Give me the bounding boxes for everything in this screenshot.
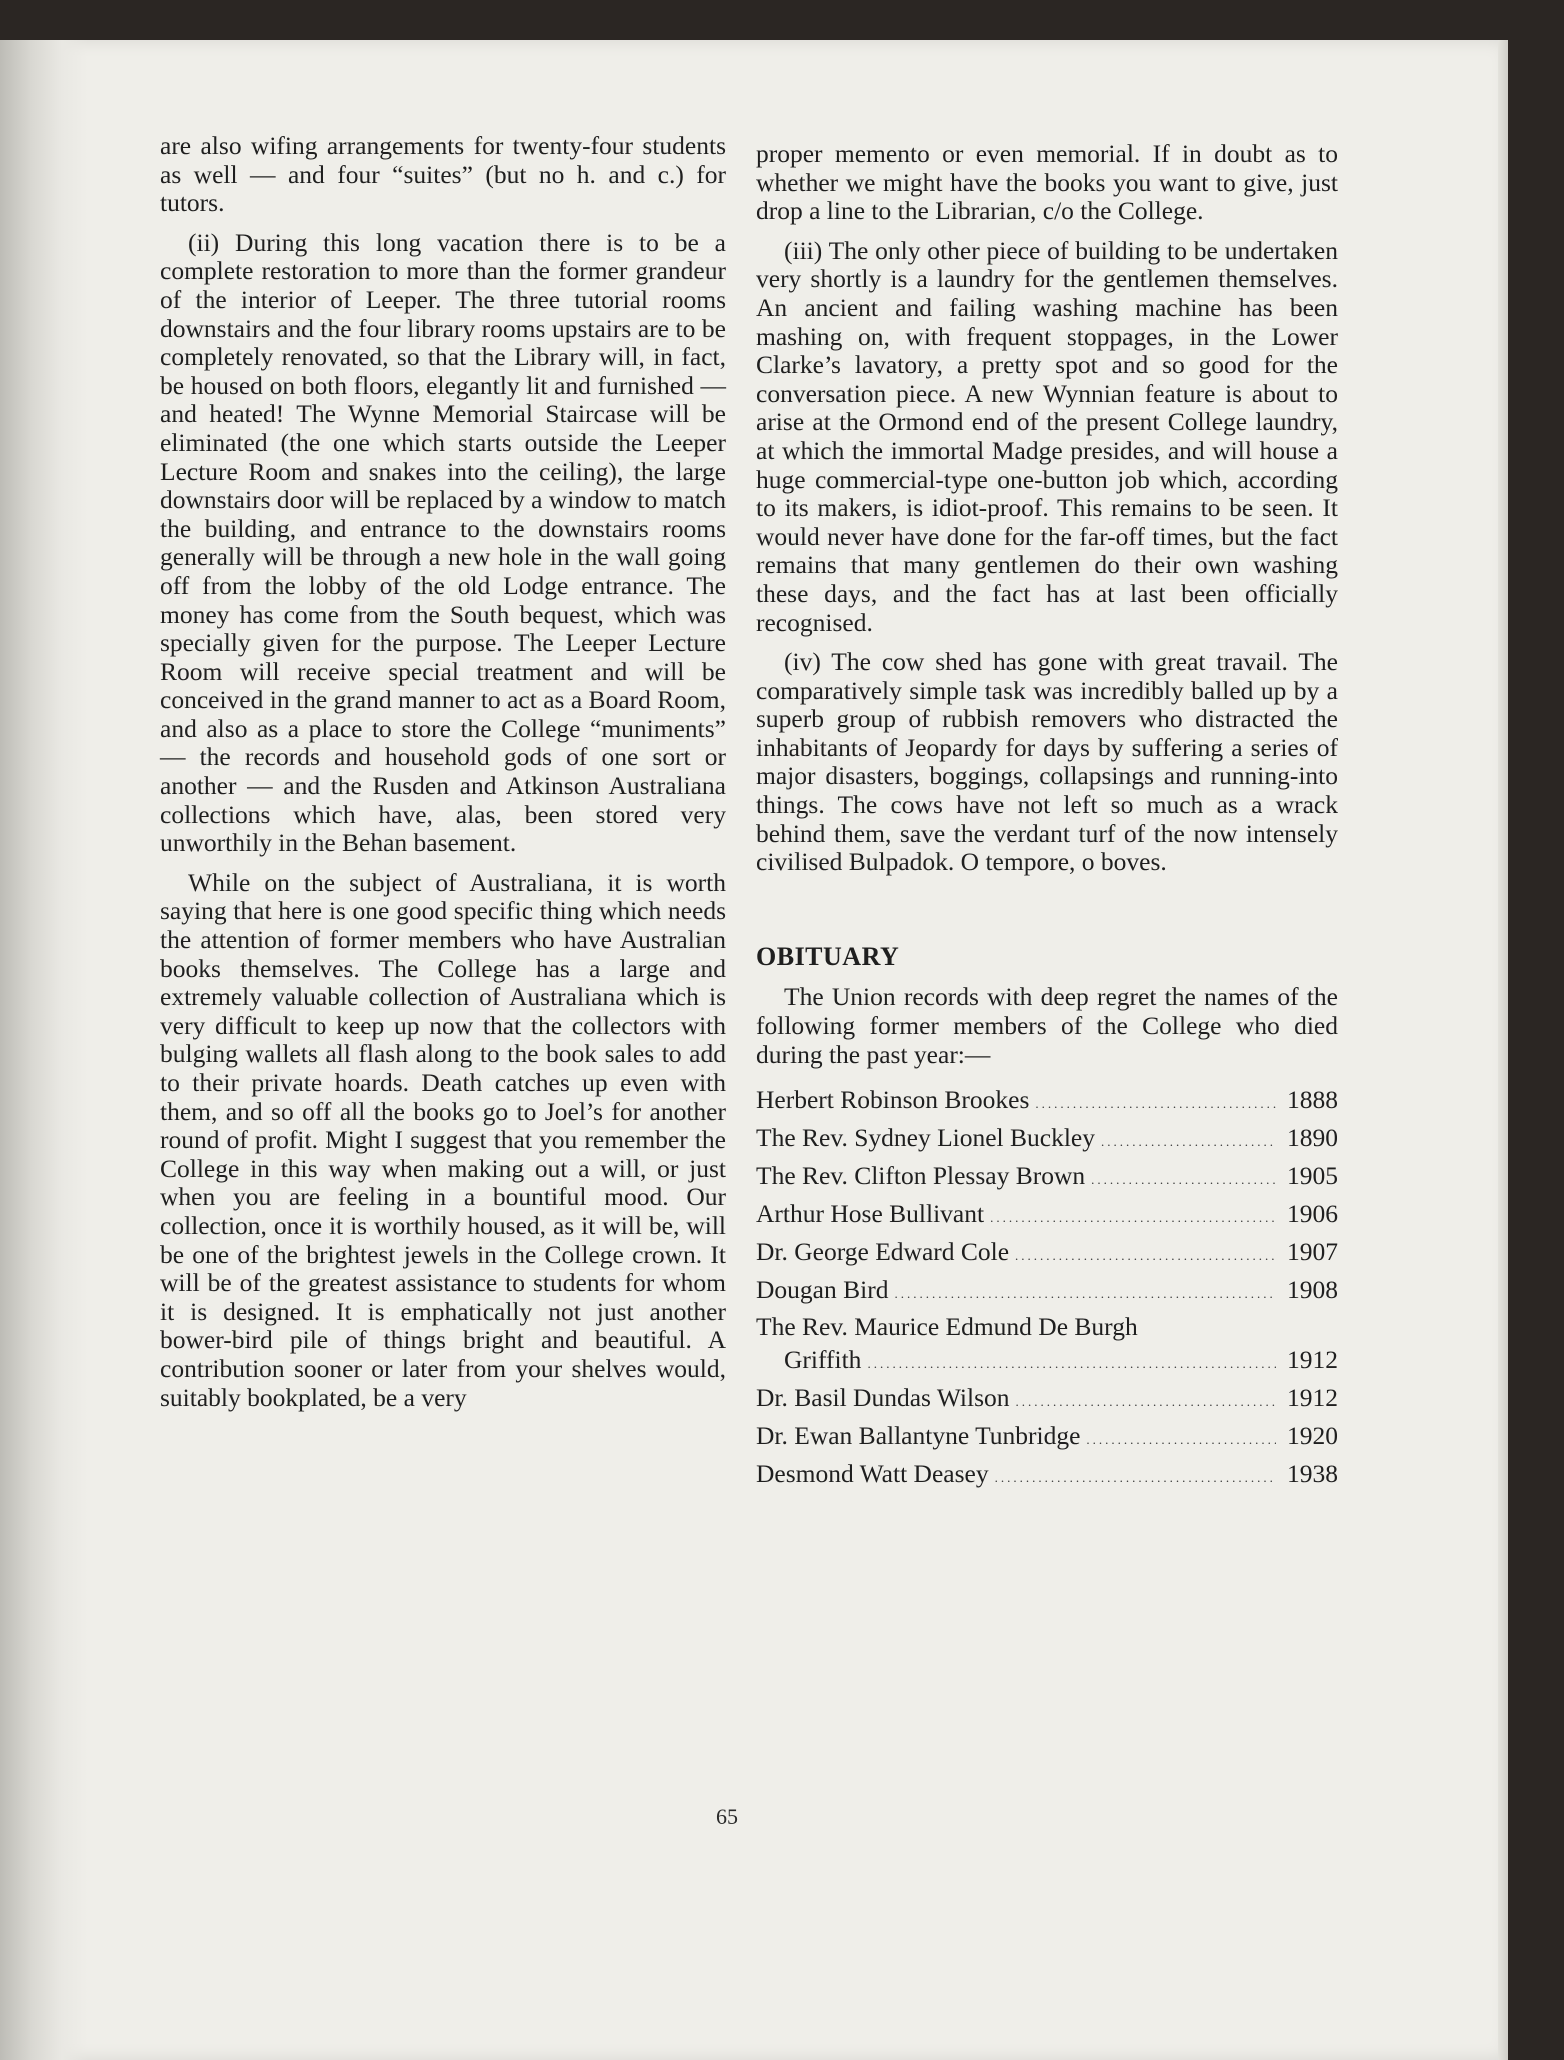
paragraph: (iv) The cow shed has gone with great travail. The comparatively simple task was incredibly balled up by a superb group of rubbish removers who distracted the inhabitants of Jeopardy for days by suffering a series of major disasters, boggings, collapsings and running-into things. The cows have not left so much as a wrack behind them, save the verdant turf of the now intensely civilised Bulpadok. O tempore, o boves. [756,647,1338,877]
entry-name: Dr. George Edward Cole [756,1237,1010,1267]
leader-dots [867,1347,1276,1381]
leader-dots [1035,1087,1276,1121]
page-edge [1498,40,1508,2060]
paragraph: While on the subject of Australiana, it is worth saying that here is one good specific thing which needs the attention of former members who have Australian books themselves. The College has a large and extremely valuable collection of Australiana which is very difficult to keep up now that the collectors with bulging wallets all flash along to the book sales to add to their private hoards. Death catches up even with them, and so off all the books go to Joel’s for another round of profit. Might I suggest that you remember the College in this way when making out a will, or just when you are feeling in a bountiful mood. Our collection, once it is worthily housed, as it will be, will be one of the brightest jewels in the College crown. It will be of the greatest assistance to students for whom it is designed. It is emphatically not just another bower-bird pile of things bright and beautiful. A contribution sooner or later from your shelves would, suitably bookplated, be a very [160,867,726,1412]
paragraph: (iii) The only other piece of building to be undertaken very shortly is a laundry for the gentlemen themselves. An ancient and failing washing machine has been mashing on, with frequent stoppages, in the Lower Clarke’s lavatory, a pretty spot and so good for the conversation piece. A new Wynnian feature is about to arise at the Ormond end of the present College laundry, at which the immortal Madge presides, and will house a huge commercial-type one-button job which, according to its makers, is idiot-proof. This remains to be seen. It would never have done for the far-off times, but the fact remains that many gentlemen do their own washing these days, and the fact has at last been officially recognised. [756,235,1338,637]
obituary-entry [756,1457,1338,1495]
obituary-entry-two-line [756,1311,1338,1381]
entry-year: 1920 [1287,1421,1338,1451]
entry-year: 1905 [1287,1161,1338,1191]
page-binding-shadow [0,40,88,2060]
obituary-entry [756,1083,1338,1121]
entry-name: Arthur Hose Bullivant [756,1199,985,1229]
leader-dots [990,1201,1276,1235]
left-column [160,132,726,1423]
entry-year: 1906 [1287,1199,1338,1229]
entry-year: 1938 [1287,1459,1338,1489]
entry-year: 1890 [1287,1123,1338,1153]
entry-name: Dr. Basil Dundas Wilson [756,1383,1010,1413]
obituary-entry [756,1419,1338,1457]
entry-name: The Rev. Sydney Lionel Buckley [756,1123,1095,1153]
leader-dots [1091,1163,1276,1197]
obituary-heading: OBITUARY [756,941,900,971]
leader-dots [1101,1125,1276,1159]
obituary-entry [756,1343,1338,1381]
right-column [756,140,1338,1495]
leader-dots [1015,1239,1276,1273]
obituary-entry [756,1381,1338,1419]
entry-name: The Rev. Clifton Plessay Brown [756,1161,1086,1191]
leader-dots [1016,1385,1276,1419]
entry-year: 1912 [1287,1383,1338,1413]
entry-name-line2: Griffith [784,1345,862,1375]
entry-year: 1908 [1287,1275,1338,1305]
entry-name: Desmond Watt Deasey [756,1459,989,1489]
leader-dots [894,1277,1276,1311]
entry-year: 1888 [1287,1085,1338,1115]
obituary-entry [756,1273,1338,1311]
leader-dots [995,1461,1276,1495]
entry-name: Dr. Ewan Ballantyne Tunbridge [756,1421,1081,1451]
entry-name: Herbert Robinson Brookes [756,1085,1030,1115]
entry-name: Dougan Bird [756,1275,889,1305]
entry-name-line1: The Rev. Maurice Edmund De Burgh [756,1312,1138,1342]
obituary-entry [756,1159,1338,1197]
entry-year: 1912 [1287,1345,1338,1375]
obituary-entry [756,1235,1338,1273]
paragraph: (ii) During this long vacation there is to be a complete restoration to more than the former grandeur of the interior of Leeper. The three tutorial rooms downstairs and the four library rooms upstairs are to be completely renovated, so that the Library will, in fact, be housed on both floors, elegantly lit and furnished — and heated! The Wynne Memorial Staircase will be eliminated (the one which starts outside the Leeper Lecture Room and snakes into the ceiling), the large downstairs door will be replaced by a window to match the building, and entrance to the downstairs rooms generally will be through a new hole in the wall going off from the lobby of the old Lodge entrance. The money has come from the South bequest, which was specially given for the purpose. The Leeper Lecture Room will receive special treatment and will be conceived in the grand manner to act as a Board Room, and also as a place to store the College “muniments” — the records and household gods of one sort or another — and the Rusden and Atkinson Australiana collections which have, alas, been stored very unworthily in the Behan basement. [160,227,726,858]
obituary-intro: The Union records with deep regret the names of the following former members of the College who died during the past year:— [756,982,1338,1069]
leader-dots [1086,1423,1276,1457]
obituary-list [756,1083,1338,1495]
page-number: 65 [716,1804,738,1829]
obituary-entry [756,1197,1338,1235]
paragraph: are also wifing arrangements for twenty-four students as well — and four “suites” (but no h. and c.) for tutors. [160,131,726,218]
obituary-entry [756,1121,1338,1159]
entry-year: 1907 [1287,1237,1338,1267]
paragraph: proper memento or even memorial. If in doubt as to whether we might have the books you want to give, just drop a line to the Librarian, c/o the College. [756,139,1338,226]
